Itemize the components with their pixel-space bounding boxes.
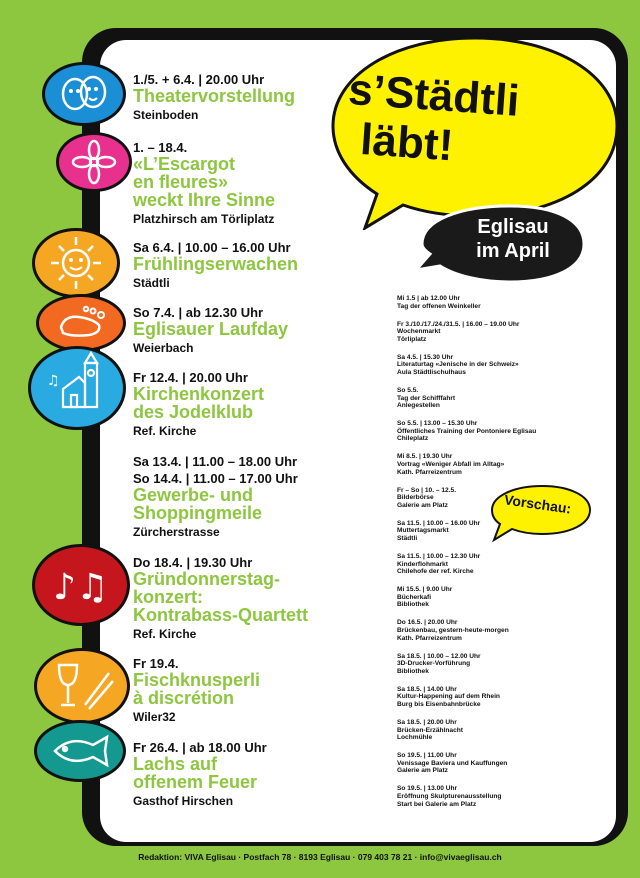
preview-item: [397, 686, 607, 709]
preview-place: Törliplatz: [397, 335, 427, 343]
preview-place: Kath. Pfarreizentrum: [397, 468, 462, 476]
preview-title: Brückenbau, gestern-heute-morgen: [397, 626, 509, 634]
preview-title: Muttertagsmarkt: [397, 527, 449, 535]
event-title: konzert:: [133, 587, 204, 607]
theater-masks-icon: [42, 62, 126, 126]
event-date: Sa 6.4. | 10.00 – 16.00 Uhr: [133, 240, 291, 255]
event-item: [133, 454, 383, 540]
preview-date: So 19.5. | 13.00 Uhr: [397, 785, 458, 793]
event-date: 1./5. + 6.4. | 20.00 Uhr: [133, 72, 265, 87]
preview-date: Sa 11.5. | 10.00 – 16.00 Uhr: [397, 519, 481, 527]
event-item: [133, 72, 383, 123]
preview-item: [397, 586, 607, 609]
event-item: [133, 305, 383, 356]
preview-place: Anlegestellen: [397, 402, 440, 410]
preview-place: Start bei Galerie am Platz: [397, 800, 477, 808]
event-place: Wiler32: [133, 710, 176, 724]
preview-item: [397, 653, 607, 676]
event-title: des Jodelklub: [133, 402, 254, 422]
preview-place: Kath. Pfarreizentrum: [397, 634, 462, 642]
event-item: [133, 555, 383, 642]
preview-date: Sa 18.5. | 10.00 – 12.00 Uhr: [397, 652, 481, 660]
preview-title: Tag der offenen Weinkeller: [397, 302, 481, 310]
event-date: So 7.4. | ab 12.30 Uhr: [133, 305, 264, 320]
preview-place: Städtli: [397, 534, 418, 542]
preview-title: Tag der Schifffahrt: [397, 394, 456, 402]
event-title: Eglisauer Laufday: [133, 319, 289, 339]
wine-cutlery-icon: [34, 648, 130, 724]
preview-item: [397, 387, 607, 410]
preview-date: Sa 18.5. | 20.00 Uhr: [397, 719, 457, 726]
preview-title: Bilderbörse: [397, 494, 434, 502]
event-place: Städtli: [133, 276, 170, 290]
footprint-icon: [36, 294, 126, 352]
preview-date: So 5.5.: [397, 387, 419, 394]
preview-place: Aula Städtlischulhaus: [397, 368, 466, 376]
event-date: Fr 12.4. | 20.00 Uhr: [133, 370, 248, 385]
event-item: [133, 740, 383, 809]
preview-title: Kinderflohmarkt: [397, 560, 448, 568]
preview-place: Chileplatz: [397, 435, 429, 443]
event-title: Theatervorstellung: [133, 86, 296, 106]
preview-title: Brücken-Erzählnacht: [397, 726, 463, 734]
event-date: Do 18.4. | 19.30 Uhr: [133, 555, 253, 570]
event-date: 1. – 18.4.: [133, 140, 188, 155]
preview-date: Mi 8.5. | 19.30 Uhr: [397, 453, 453, 461]
preview-title: Venissage Baviera und Kauffungen: [397, 759, 508, 767]
event-date: Fr 26.4. | ab 18.00 Uhr: [133, 740, 267, 755]
title-line-2: läbt!: [358, 115, 455, 171]
preview-title: Öffentliches Training der Pontoniere Eglisau: [397, 427, 537, 435]
preview-label: Vorschau:: [503, 491, 573, 517]
event-place: Platzhirsch am Törliplatz: [133, 212, 275, 226]
preview-place: Bibliothek: [397, 601, 429, 609]
event-title: Frühlingserwachen: [133, 254, 299, 274]
event-item: [133, 370, 383, 439]
preview-item: [397, 354, 607, 377]
footer-imprint: Redaktion: VIVA Eglisau · Postfach 78 · 8193 Eglisau · 079 403 78 21 · info@vivaeglisau.ch: [138, 852, 502, 862]
event-place: Weierbach: [133, 341, 194, 355]
event-place: Ref. Kirche: [133, 424, 197, 438]
preview-title: Kultur-Happening auf dem Rhein: [397, 693, 500, 701]
event-title: Gründonnerstag-: [133, 569, 280, 589]
preview-place: Burg bis Eisenbahnbrücke: [397, 700, 481, 708]
event-title: Lachs auf: [133, 754, 218, 774]
event-title: «L’Escargot: [133, 154, 236, 174]
preview-item: [397, 619, 607, 642]
preview-item: [397, 453, 607, 476]
preview-item: [397, 420, 607, 443]
music-notes-icon: [32, 544, 130, 626]
fish-icon: [34, 720, 126, 782]
preview-item: [397, 321, 607, 344]
event-title: à discrétion: [133, 688, 235, 708]
preview-place: Bibliothek: [397, 667, 429, 675]
preview-date: Mi 1.5 | ab 12.00 Uhr: [397, 295, 461, 302]
preview-item: [397, 785, 607, 808]
church-icon: [28, 346, 126, 430]
event-title: Gewerbe- und: [133, 485, 254, 505]
event-place: Steinboden: [133, 108, 199, 122]
preview-item: [397, 487, 607, 510]
preview-title: Vortrag «Weniger Abfall im Alltag»: [397, 460, 505, 468]
preview-date: Sa 11.5. | 10.00 – 12.30 Uhr: [397, 553, 481, 560]
preview-item: [397, 553, 607, 576]
event-title: weckt Ihre Sinne: [133, 190, 276, 210]
event-place: Zürcherstrasse: [133, 525, 220, 539]
preview-place: Galerie am Platz: [397, 767, 448, 775]
preview-title: Literaturtag «Jenische in der Schweiz»: [397, 361, 519, 369]
preview-date: Fr 3./10./17./24./31.5. | 16.00 – 19.00 Uhr: [397, 320, 520, 328]
preview-date: So 5.5. | 13.00 – 15.30 Uhr: [397, 420, 478, 428]
event-place: Gasthof Hirschen: [133, 794, 234, 808]
subtitle-line-1: Eglisau: [477, 216, 549, 238]
event-place: Ref. Kirche: [133, 627, 197, 641]
preview-date: Sa 4.5. | 15.30 Uhr: [397, 353, 454, 361]
preview-date: Sa 18.5. | 14.00 Uhr: [397, 685, 457, 693]
preview-item: [397, 520, 607, 543]
preview-date: Mi 15.5. | 9.00 Uhr: [397, 586, 453, 594]
event-date: Sa 13.4. | 11.00 – 18.00 Uhr: [133, 454, 298, 469]
event-date-2: So 14.4. | 11.00 – 17.00 Uhr: [133, 471, 298, 486]
preview-date: Do 16.5. | 20.00 Uhr: [397, 619, 458, 627]
event-date: Fr 19.4.: [133, 656, 179, 671]
event-title: Shoppingmeile: [133, 503, 263, 523]
preview-place: Chilehofe der ref. Kirche: [397, 568, 474, 576]
title-line-1: s’Städtli: [346, 65, 521, 126]
svg-text:♫: ♫: [47, 373, 60, 389]
subtitle-line-2: im April: [476, 240, 550, 262]
preview-place: Galerie am Platz: [397, 501, 448, 509]
preview-item: [397, 719, 607, 742]
preview-title: 3D-Drucker-Vorführung: [397, 660, 471, 668]
preview-date: So 19.5. | 11.00 Uhr: [397, 752, 457, 760]
preview-title: Wochenmarkt: [397, 328, 441, 336]
preview-item: [397, 295, 607, 310]
sun-icon: [32, 228, 120, 298]
svg-text:♪♫: ♪♫: [53, 567, 109, 608]
preview-title: Eröffnung Skulpturenausstellung: [397, 792, 502, 800]
event-item: [133, 140, 383, 227]
event-title: en fleures»: [133, 172, 229, 192]
preview-place: Lochmühle: [397, 734, 433, 742]
event-title: Fischknusperli: [133, 670, 261, 690]
event-title: Kontrabass-Quartett: [133, 605, 309, 625]
event-title: offenem Feuer: [133, 772, 258, 792]
event-item: [133, 656, 383, 725]
event-item: [133, 240, 383, 291]
preview-date: Fr – So | 10. – 12.5.: [397, 486, 457, 494]
event-title: Kirchenkonzert: [133, 384, 265, 404]
preview-title: Bücherkafi: [397, 593, 432, 601]
flower-icon: [56, 132, 132, 192]
preview-item: [397, 752, 607, 775]
